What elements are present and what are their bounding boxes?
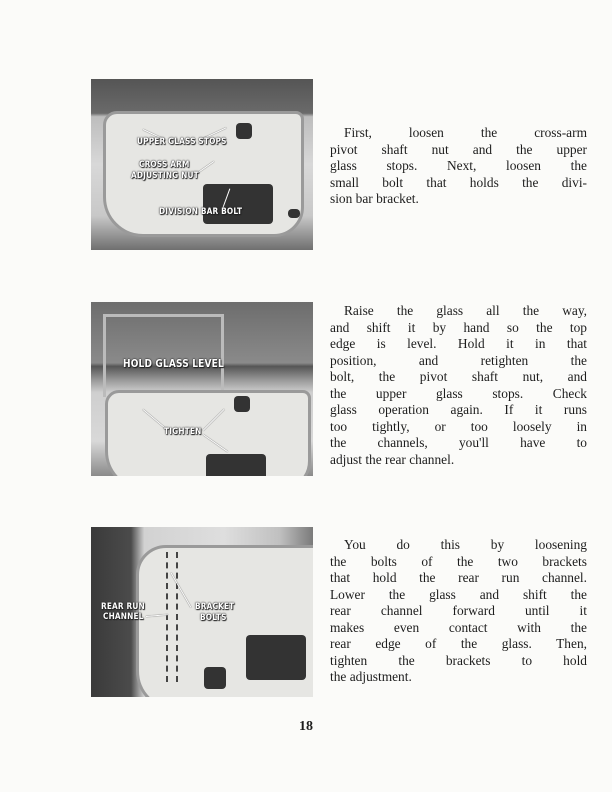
text-line: First, loosen the cross-arm — [344, 125, 587, 140]
text-line: adjust the rear channel. — [330, 451, 455, 467]
label-adjusting-nut: ADJUSTING NUT — [131, 171, 199, 181]
door-opening — [246, 635, 306, 680]
text-line: small bolt that holds the divi- — [330, 174, 587, 190]
page-number: 18 — [299, 719, 313, 734]
door-opening — [206, 454, 266, 476]
rear-run-channel — [166, 552, 178, 682]
label-tighten: TIGHTEN — [164, 427, 202, 437]
label-hold-glass-level: HOLD GLASS LEVEL — [123, 357, 224, 370]
paragraph-rear-channel — [330, 537, 587, 686]
text-line: sion bar bracket. — [330, 191, 419, 206]
text-line: pivot shaft nut and the upper — [330, 141, 587, 157]
text-line: rear edge of the glass. Then, — [330, 636, 587, 651]
window-glass-frame — [103, 314, 224, 397]
text-line: position, and retighten the — [330, 352, 587, 368]
photo-rear-run-channel — [91, 527, 313, 697]
text-line: the adjustment. — [330, 669, 412, 684]
text-line: glass stops. Next, loosen the — [330, 158, 587, 173]
text-line: too tightly, or too loosely in — [330, 418, 587, 434]
photo-hold-glass-level — [91, 302, 313, 476]
door-opening — [288, 209, 300, 218]
text-line: tighten the brackets to hold — [330, 652, 587, 668]
text-line: the channels, you'll have to — [330, 435, 587, 450]
text-line: rear channel forward until it — [330, 603, 587, 618]
text-line: Raise the glass all the way, — [344, 303, 587, 318]
label-cross-arm: CROSS ARM — [139, 160, 190, 170]
door-opening — [234, 396, 250, 412]
photo-door-upper-glass-stops — [91, 79, 313, 250]
label-rear-run: REAR RUN — [101, 602, 145, 612]
label-channel: CHANNEL — [103, 612, 144, 622]
door-opening — [236, 123, 252, 139]
door-opening — [203, 184, 273, 224]
label-bracket: BRACKET — [195, 602, 235, 612]
paragraph-loosen — [330, 125, 587, 208]
text-line: edge is level. Hold it in that — [330, 336, 587, 351]
paragraph-raise-glass — [330, 303, 587, 468]
text-line: the upper glass stops. Check — [330, 385, 587, 401]
label-division-bar-bolt: DIVISION BAR BOLT — [159, 207, 243, 217]
label-upper-glass-stops: UPPER GLASS STOPS — [137, 137, 227, 147]
text-line: and shift it by hand so the top — [330, 319, 587, 335]
text-line: bolt, the pivot shaft nut, and — [330, 369, 587, 384]
text-line: Lower the glass and shift the — [330, 586, 587, 602]
text-line: makes even contact with the — [330, 619, 587, 635]
text-line: You do this by loosening — [344, 537, 587, 552]
text-line: the bolts of the two brackets — [330, 553, 587, 569]
text-line: that hold the rear run channel. — [330, 570, 587, 585]
door-opening — [204, 667, 226, 689]
text-line: glass operation again. If it runs — [330, 402, 587, 417]
label-bolts: BOLTS — [200, 613, 227, 623]
